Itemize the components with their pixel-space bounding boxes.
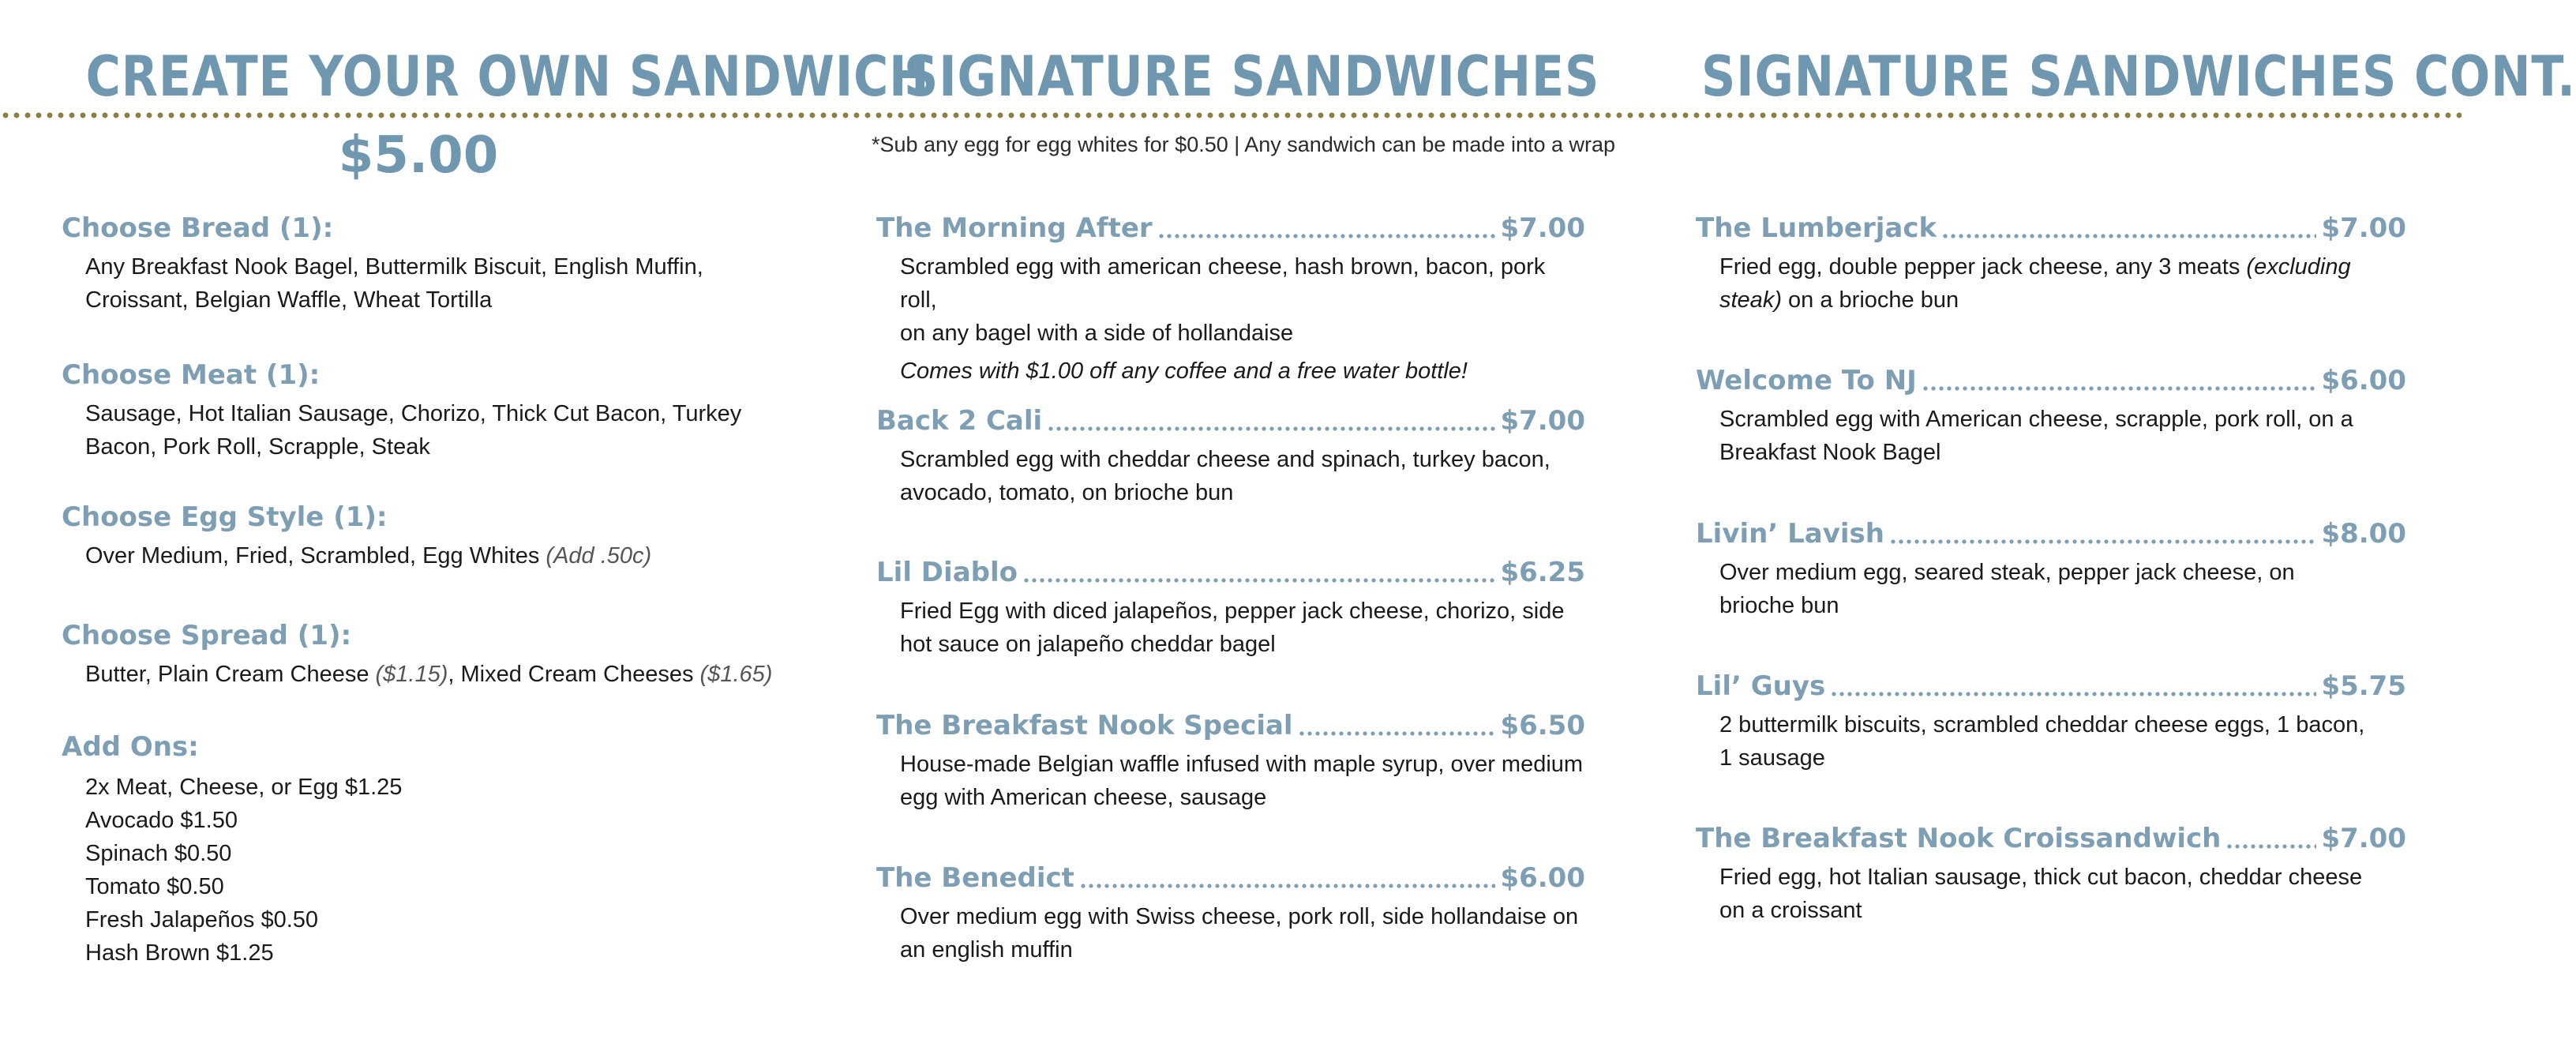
item-name: Back 2 Cali (876, 405, 1043, 437)
item-name: The Breakfast Nook Special (876, 710, 1293, 741)
desc-text: Fried egg, double pepper jack cheese, any 3 meats (1719, 254, 2247, 280)
dot-leader (2225, 844, 2316, 849)
item-price: $7.00 (2321, 212, 2406, 244)
desc-line: Over medium egg, seared steak, pepper jack cheese, on (1719, 560, 2295, 585)
item-price: $6.00 (1500, 862, 1585, 894)
menu-item (876, 209, 1585, 388)
addon-item: Tomato $0.50 (85, 874, 224, 899)
item-title-line (876, 554, 1585, 591)
desc-line: Any Breakfast Nook Bagel, Buttermilk Biscuit, English Muffin, (85, 254, 703, 280)
spread-price: ($1.65) (699, 662, 773, 687)
menu-item (876, 554, 1585, 661)
item-desc (876, 443, 1585, 509)
dot-leader (1941, 234, 2316, 238)
menu-item (1696, 667, 2406, 775)
desc-line: 2 buttermilk biscuits, scrambled cheddar cheese eggs, 1 bacon, (1719, 712, 2365, 737)
signature-sandwiches-heading: SIGNATURE SANDWICHES (904, 44, 1600, 109)
item-name: The Lumberjack (1696, 212, 1937, 244)
desc-line: on any bagel with a side of hollandaise (900, 321, 1294, 346)
desc-text: Over Medium, Fried, Scrambled, Egg Whites (85, 543, 546, 569)
item-name: Lil Diablo (876, 557, 1018, 588)
item-title-line (1696, 820, 2406, 857)
item-desc (1696, 403, 2406, 469)
item-desc (876, 595, 1585, 661)
item-title-line (876, 402, 1585, 440)
signature-sandwiches-cont-heading: SIGNATURE SANDWICHES CONT. (1701, 44, 2576, 109)
menu-item (1696, 515, 2406, 622)
section-desc (62, 397, 788, 463)
menu-item (876, 859, 1585, 966)
item-name: The Benedict (876, 862, 1074, 894)
item-desc (876, 900, 1585, 966)
create-price: $5.00 (338, 126, 499, 185)
item-desc (1696, 556, 2406, 622)
item-name: Livin’ Lavish (1696, 518, 1884, 550)
desc-line: on a croissant (1719, 898, 1862, 923)
item-title-line (1696, 362, 2406, 400)
desc-line: Sausage, Hot Italian Sausage, Chorizo, Thick Cut Bacon, Turkey (85, 401, 742, 426)
item-desc (1696, 861, 2406, 927)
desc-line: House-made Belgian waffle infused with maple syrup, over medium (900, 752, 1584, 777)
item-name: The Morning After (876, 212, 1153, 244)
dot-leader (1022, 578, 1495, 583)
desc-line: brioche bun (1719, 593, 1839, 618)
bread-section (62, 209, 788, 317)
item-desc (876, 748, 1585, 814)
desc-line (1719, 250, 2406, 283)
spread-price: ($1.15) (375, 662, 448, 687)
dot-leader (1889, 539, 2316, 544)
desc-italic: (excluding (2246, 254, 2351, 280)
meat-section (62, 356, 788, 463)
desc-line: Over medium egg with Swiss cheese, pork roll, side hollandaise on (900, 904, 1579, 929)
item-title-line (876, 209, 1585, 247)
item-price: $8.00 (2321, 518, 2406, 550)
desc-text: Butter, Plain Cream Cheese (85, 662, 376, 687)
addon-item: Fresh Jalapeños $0.50 (85, 907, 319, 933)
item-price: $6.25 (1500, 557, 1585, 588)
addon-item: 2x Meat, Cheese, or Egg $1.25 (85, 775, 403, 800)
item-title-line (1696, 515, 2406, 553)
item-desc (1696, 708, 2406, 775)
egg-style-section (62, 498, 788, 572)
create-your-own-heading: CREATE YOUR OWN SANDWICH (85, 44, 930, 109)
desc-line: Bacon, Pork Roll, Scrapple, Steak (85, 434, 430, 460)
addon-item: Hash Brown $1.25 (85, 940, 274, 966)
item-title-line (1696, 209, 2406, 247)
desc-line: Scrambled egg with cheddar cheese and spinach, turkey bacon, (900, 447, 1550, 472)
item-name: The Breakfast Nook Croissandwich (1696, 823, 2222, 854)
item-price: $7.00 (1500, 405, 1585, 437)
item-price: $5.75 (2321, 670, 2406, 702)
desc-line: Breakfast Nook Bagel (1719, 440, 1941, 465)
item-price: $7.00 (1500, 212, 1585, 244)
desc-line: Croissant, Belgian Waffle, Wheat Tortilla (85, 287, 493, 313)
menu-item (1696, 820, 2406, 927)
substitution-note: *Sub any egg for egg whites for $0.50 | Any sandwich can be made into a wrap (871, 133, 1616, 156)
egg-white-extra: (Add .50c) (546, 543, 652, 569)
dot-leader (1157, 234, 1496, 238)
spread-section (62, 617, 788, 691)
section-desc (62, 250, 788, 317)
section-title: Choose Bread (1): (62, 212, 334, 244)
desc-text: on a brioche bun (1781, 287, 1959, 313)
desc-line: egg with American cheese, sausage (900, 785, 1267, 810)
item-name: Lil’ Guys (1696, 670, 1826, 702)
item-price: $6.50 (1500, 710, 1585, 741)
menu-item (1696, 362, 2406, 469)
item-title-line (876, 707, 1585, 745)
desc-line: Fried egg, hot Italian sausage, thick cut bacon, cheddar cheese (1719, 865, 2363, 890)
addon-item: Spinach $0.50 (85, 841, 232, 866)
desc-line (1719, 283, 2406, 317)
item-desc (1696, 250, 2406, 317)
menu-item (876, 707, 1585, 814)
dot-leader (1922, 386, 2317, 391)
desc-line: Fried Egg with diced jalapeños, pepper jack cheese, chorizo, side (900, 599, 1565, 624)
section-title: Add Ons: (62, 731, 199, 763)
desc-line: an english muffin (900, 937, 1073, 963)
item-promo: Comes with $1.00 off any coffee and a free water bottle! (900, 358, 1468, 384)
dot-leader (1079, 884, 1496, 888)
item-price: $6.00 (2321, 365, 2406, 396)
addon-item: Avocado $1.50 (85, 808, 238, 833)
item-title-line (876, 859, 1585, 897)
desc-line: avocado, tomato, on brioche bun (900, 480, 1234, 505)
item-desc (876, 250, 1585, 350)
menu-item (1696, 209, 2406, 317)
desc-line: Scrambled egg with american cheese, hash brown, bacon, pork roll, (900, 254, 1546, 313)
desc-line: hot sauce on jalapeño cheddar bagel (900, 632, 1276, 657)
desc-italic: steak) (1719, 287, 1782, 313)
desc-text: , Mixed Cream Cheeses (448, 662, 700, 687)
section-desc (62, 539, 788, 572)
dot-leader (1047, 426, 1495, 431)
desc-line: 1 sausage (1719, 745, 1825, 771)
dot-leader (1830, 692, 2316, 696)
menu-item (876, 402, 1585, 509)
section-title: Choose Spread (1): (62, 620, 352, 651)
desc-line: Scrambled egg with American cheese, scrapple, pork roll, on a (1719, 407, 2353, 432)
dot-leader (1298, 731, 1496, 736)
section-title: Choose Egg Style (1): (62, 501, 388, 533)
item-title-line (1696, 667, 2406, 705)
item-price: $7.00 (2321, 823, 2406, 854)
item-name: Welcome To NJ (1696, 365, 1917, 396)
addons-section (62, 728, 788, 970)
dotted-divider (0, 111, 2462, 120)
section-title: Choose Meat (1): (62, 359, 321, 391)
section-desc (62, 658, 788, 691)
